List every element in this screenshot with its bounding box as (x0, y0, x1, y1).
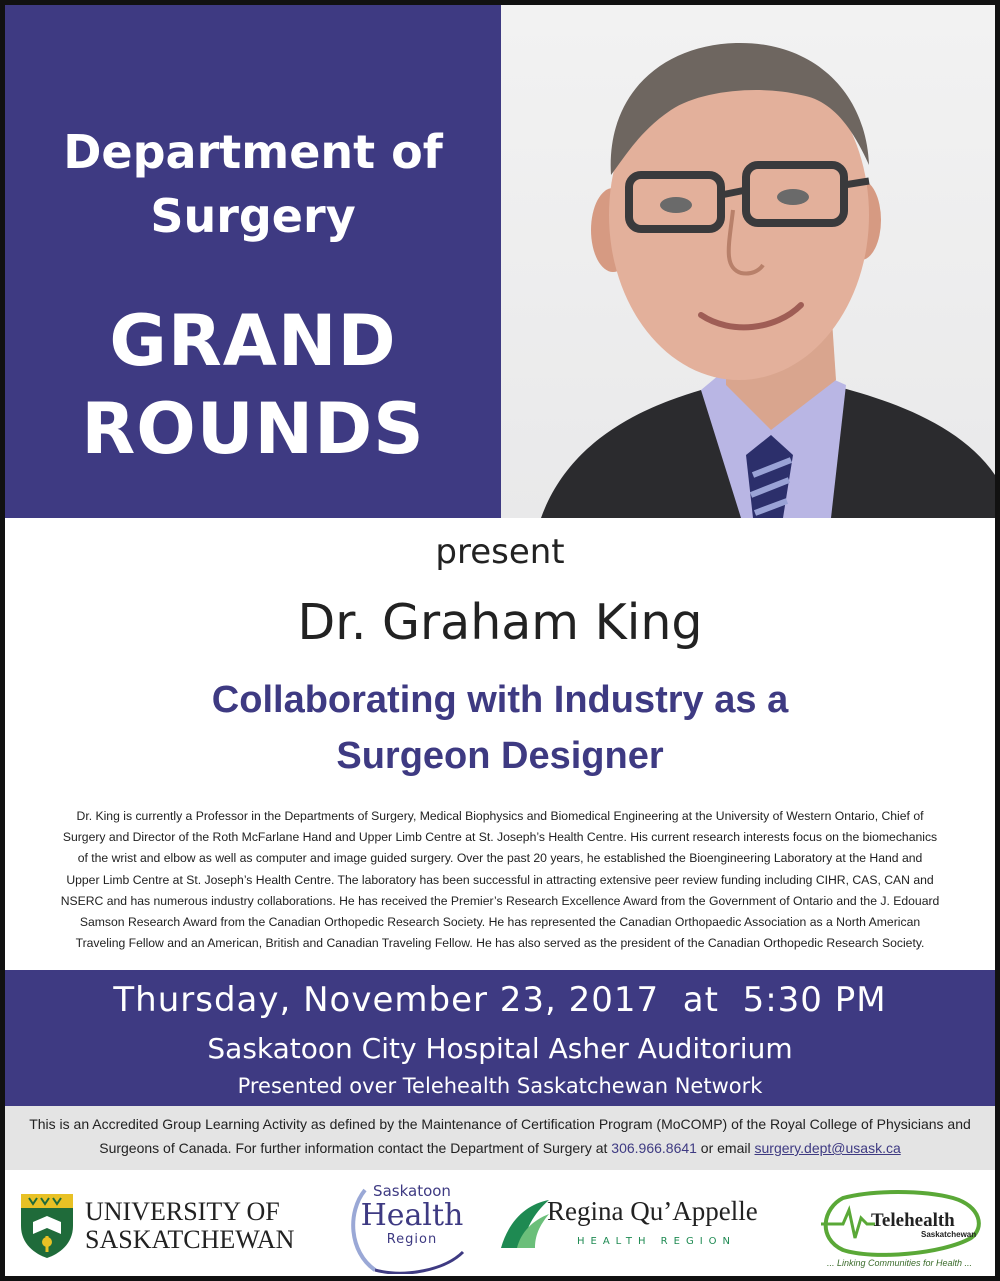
shr-text-line1: Saskatoon (373, 1182, 451, 1200)
accreditation-line1: This is an Accredited Group Learning Activity as defined by the Maintenance of Certification Program (MoCOMP) of the Royal College of Physicians and (29, 1116, 971, 1132)
sponsor-logos (5, 1170, 995, 1276)
department-title-line1: Department of (63, 125, 443, 179)
speaker-portrait-illustration (501, 5, 995, 518)
usask-logo-text-line1: UNIVERSITY OF (85, 1197, 280, 1226)
bio-line: of the wrist and elbow as well as computer and image guided surgery. Over the past 20 years, he established the Bioengineering Laboratory at the Hand and (77, 851, 923, 866)
grand-rounds-line2: ROUNDS (81, 388, 425, 470)
accreditation-text: Surgeons of Canada. For further information contact the Department of Surgery at (99, 1140, 612, 1156)
accreditation-line2 (5, 1136, 995, 1160)
grand-rounds-line1: GRAND (109, 300, 397, 382)
bio-line: Traveling Fellow and an American, British and Canadian Traveling Fellow. He has also served as the president of the Canadian Orthopedic Research Society. (75, 936, 925, 951)
rqhr-text-line1: Regina Qu’Appelle (547, 1196, 758, 1226)
speaker-bio (60, 806, 940, 954)
telehealth-tagline: ... Linking Communities for Health ... (827, 1258, 973, 1268)
speaker-name: Dr. Graham King (297, 594, 703, 651)
shr-text-line2: Health (360, 1198, 464, 1233)
talk-title-line2: Surgeon Designer (336, 735, 664, 777)
department-title (5, 120, 501, 248)
department-title-line2: Surgery (150, 189, 356, 243)
bio-line: NSERC and has numerous industry collaborations. He has received the Premier’s Research Excellence Award from the Government of Ontario and the J. Edouard (60, 893, 940, 908)
telehealth-saskatchewan-logo (813, 1188, 985, 1272)
hero-section (5, 5, 995, 518)
rqhr-swoosh-icon (499, 1198, 551, 1250)
present-label: present (435, 532, 565, 572)
contact-phone: 306.966.8641 (611, 1140, 697, 1156)
event-telehealth-note: Presented over Telehealth Saskatchewan Network (237, 1074, 763, 1098)
telehealth-text-line1: Telehealth (871, 1210, 955, 1231)
saskatoon-health-region-logo (345, 1182, 475, 1272)
accreditation-notice (5, 1106, 995, 1170)
grand-rounds-title (5, 297, 501, 473)
usask-logo (19, 1194, 319, 1256)
usask-logo-text-line2: SASKATCHEWAN (85, 1225, 295, 1254)
shr-text-line3: Region (386, 1232, 438, 1247)
event-datetime: Thursday, November 23, 2017 at 5:30 PM (113, 980, 887, 1020)
event-venue: Saskatoon City Hospital Asher Auditorium (207, 1032, 793, 1065)
accreditation-text: or email (696, 1140, 755, 1156)
rqhr-text-line2: HEALTH REGION (577, 1236, 736, 1247)
talk-title (0, 672, 1000, 784)
bio-line: Samson Research Award from the Canadian Orthopedic Research Society. He has represented the Canadian Orthopaedic Association as a North American (79, 915, 921, 930)
regina-quappelle-logo (499, 1196, 809, 1258)
speaker-photo (501, 5, 995, 518)
bio-line: Dr. King is currently a Professor in the Departments of Surgery, Medical Biophysics and Biomedical Engineering at the University of Western Ontario, Chief of (76, 809, 924, 823)
telehealth-text-line2: Saskatchewan (921, 1230, 977, 1239)
event-details-band (5, 970, 995, 1106)
usask-crest-icon (19, 1192, 75, 1258)
contact-email-link[interactable]: surgery.dept@usask.ca (754, 1140, 901, 1156)
bio-line: Upper Limb Centre at St. Joseph’s Health Centre. The laboratory has been successful in attracting extensive peer review funding including CIHR, CAS, CAN and (66, 872, 934, 887)
talk-title-line1: Collaborating with Industry as a (211, 679, 789, 721)
bio-line: Surgery and Director of the Roth McFarlane Hand and Upper Limb Centre at St. Joseph’s Health Centre. His current research interests focus on the biomechanics (62, 830, 938, 845)
title-panel (5, 5, 501, 518)
